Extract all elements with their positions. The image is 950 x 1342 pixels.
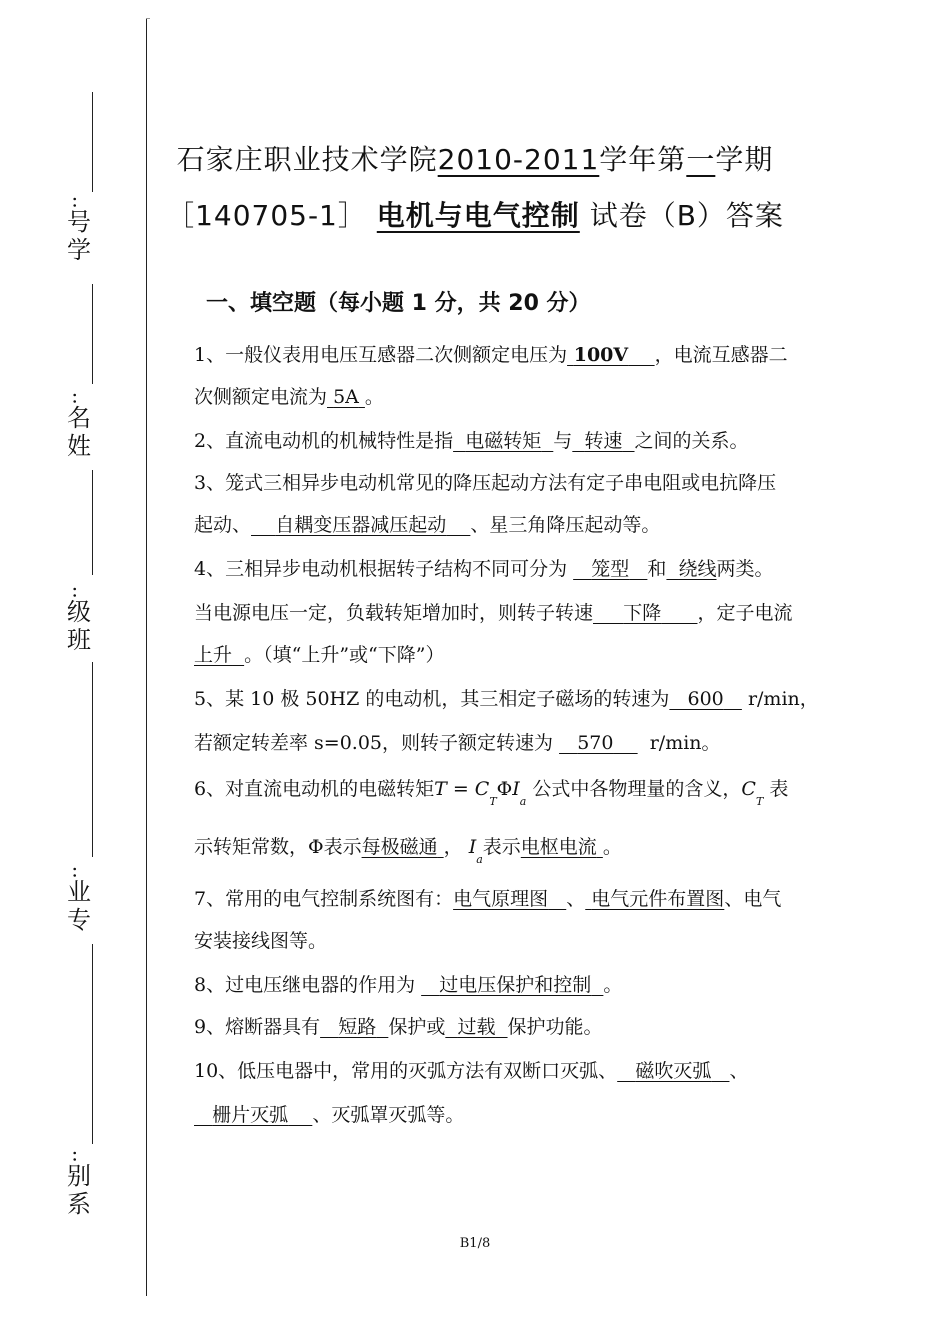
major-label: ： 业专 (67, 862, 91, 934)
binding-line-top (146, 18, 150, 19)
binding-segment (92, 284, 93, 384)
department-label: ： 别系 (67, 1146, 91, 1218)
question-7-line1: 7、常用的电气控制系统图有：电气原理图 、 电气元件布置图、电气 (194, 888, 782, 910)
question-3-line2: 起动、 自耦变压器减压起动 、星三角降压起动等。 (194, 514, 661, 536)
question-2: 2、直流电动机的机械特性是指 电磁转矩 与 转速 之间的关系。 (194, 430, 749, 452)
page-number: B1/8 (459, 1236, 491, 1251)
question-1-line2: 次侧额定电流为 5A 。 (194, 386, 384, 408)
question-9: 9、熔断器具有 短路 保护或 过载 保护功能。 (194, 1016, 603, 1038)
binding-segment (92, 662, 93, 857)
class-label: ： 级班 (67, 582, 91, 654)
question-4-line2: 当电源电压一定，负载转矩增加时，则转子转速 下降 ，定子电流 (194, 602, 793, 624)
question-8: 8、过电压继电器的作用为 过电压保护和控制 。 (194, 974, 623, 996)
question-5-line1: 5、某 10 极 50HZ 的电动机，其三相定子磁场的转速为 600 r/min， (194, 688, 819, 710)
question-4-line3: 上升 。（填“上升”或“下降”） (194, 644, 445, 666)
question-7-line2: 安装接线图等。 (194, 930, 328, 952)
student-name-label: ： 名姓 (67, 388, 91, 460)
question-1-line1: 1、一般仪表用电压互感器二次侧额定电压为 100V ，电流互感器二 (194, 344, 788, 366)
binding-segment (92, 470, 93, 575)
course-name: 电机与电气控制 (376, 199, 580, 232)
student-id-label: ： 号学 (67, 192, 91, 264)
torque-formula: $T = C_T\Phi I_a$ (434, 778, 527, 808)
exam-title-line2: ［140705-1］ 电机与电气控制 试卷（B）答案 (166, 199, 784, 232)
question-6-line1: 6、对直流电动机的电磁转矩$T = C_T\Phi I_a$ 公式中各物理量的含义，$C_T$ 表 (194, 778, 789, 808)
section-title: 一、填空题（每小题 1 分，共 20 分） (206, 291, 591, 316)
question-10-line2: 栅片灭弧 、灭弧罩灭弧等。 (212, 1104, 465, 1126)
question-3-line1: 3、笼式三相异步电动机常见的降压起动方法有定子串电阻或电抗降压 (194, 472, 777, 494)
question-5-line2: 若额定转差率 s=0.05，则转子额定转速为 570 r/min。 (194, 732, 721, 754)
exam-title-line1: 石家庄职业技术学院2010-2011学年第一学期 (176, 143, 774, 176)
question-4-line1: 4、三相异步电动机根据转子结构不同可分为 笼型 和 绕线两类。 (194, 558, 774, 580)
question-10-line1: 10、低压电器中，常用的灭弧方法有双断口灭弧、 磁吹灭弧 、 (194, 1060, 749, 1082)
question-6-line2: 示转矩常数，Φ表示每极磁通 ， $I_a$表示电枢电流 。 (194, 836, 622, 866)
binding-segment (92, 944, 93, 1144)
